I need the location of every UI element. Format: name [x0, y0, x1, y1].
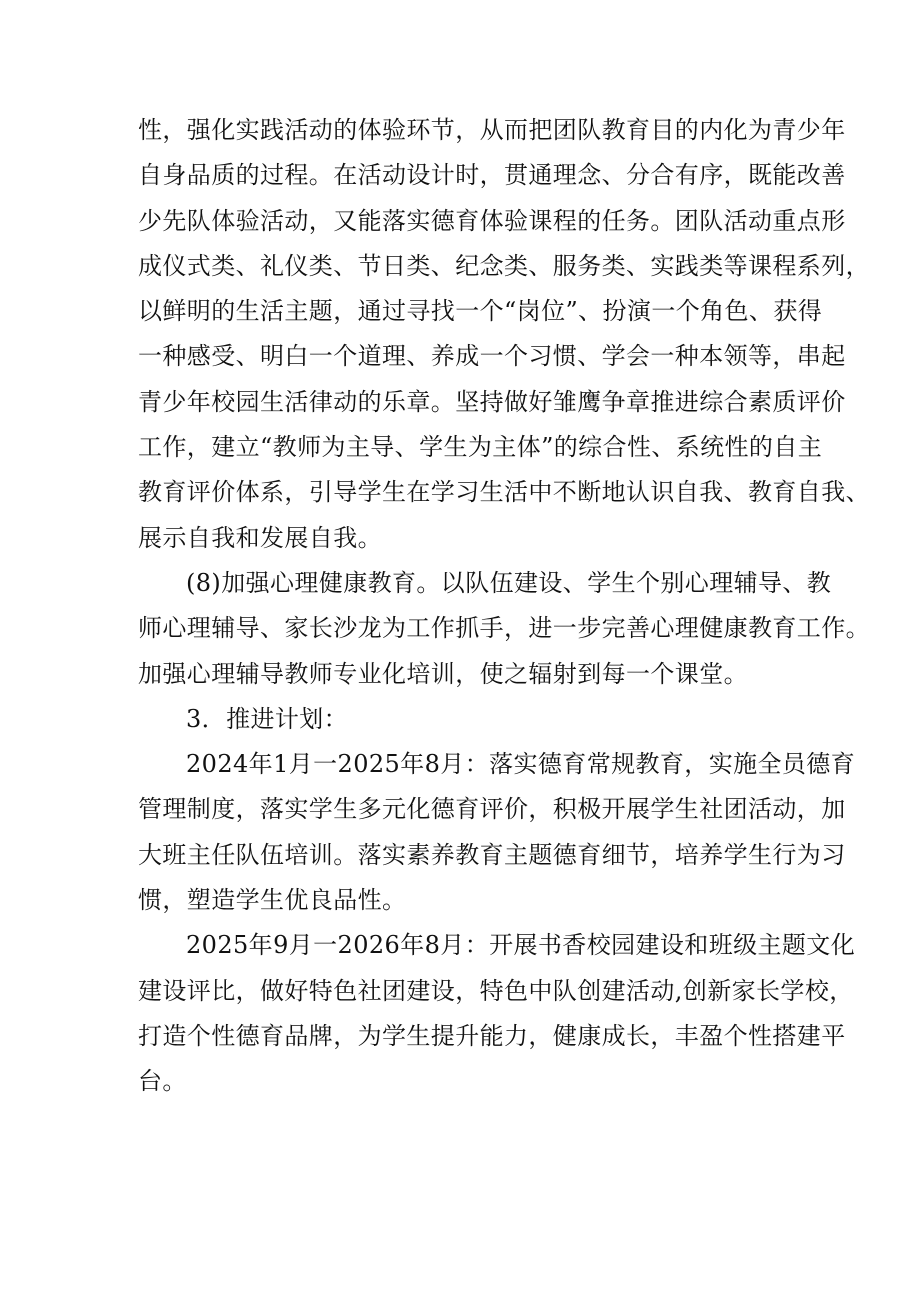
text-line: 建设评比，做好特色社团建设，特色中队创建活动,创新家长学校， — [138, 976, 854, 1005]
text-line: 2024年1月一2025年8月：落实德育常规教育，实施全员德育 — [186, 750, 856, 779]
paragraph-plan-2025-2026 — [138, 923, 856, 1104]
text-line: 性，强化实践活动的体验环节，从而把团队教育目的内化为青少年 — [138, 116, 846, 144]
text-line: 展示自我和发展自我。 — [138, 523, 382, 552]
text-line: 自身品质的过程。在活动设计时，贯通理念、分合有序，既能改善 — [138, 161, 846, 190]
text-line: 青少年校园生活律动的乐章。坚持做好雏鹰争章推进综合素质评价 — [138, 387, 846, 416]
text-line: 师心理辅导、家长沙龙为工作抓手，进一步完善心理健康教育工作。 — [138, 614, 870, 643]
text-line: 成仪式类、礼仪类、节日类、纪念类、服务类、实践类等课程系列， — [138, 251, 870, 280]
text-line: 打造个性德育品牌，为学生提升能力，健康成长，丰盈个性搭建平 — [138, 1021, 846, 1050]
text-line: 以鲜明的生活主题，通过寻找一个“岗位”、扮演一个角色、获得 — [138, 297, 823, 326]
text-line: 工作，建立“教师为主导、学生为主体”的综合性、系统性的自主 — [138, 433, 823, 462]
text-line: 管理制度，落实学生多元化德育评价，积极开展学生社团活动，加 — [138, 795, 846, 824]
text-line: 惯，塑造学生优良品性。 — [138, 886, 407, 915]
document-page — [138, 108, 870, 1105]
paragraph-mental-health — [138, 561, 870, 697]
text-line: (8)加强心理健康教育。以队伍建设、学生个别心理辅导、教 — [186, 568, 832, 597]
text-line: 2025年9月一2026年8月：开展书香校园建设和班级主题文化 — [186, 931, 856, 960]
text-line: 少先队体验活动，又能落实德育体验课程的任务。团队活动重点形 — [138, 206, 846, 235]
section-heading — [138, 697, 808, 742]
text-line: 台。 — [138, 1067, 187, 1096]
paragraph-practice-activities — [138, 108, 870, 561]
text-line: 加强心理辅导教师专业化培训，使之辐射到每一个课堂。 — [138, 659, 748, 688]
text-line: 一种感受、明白一个道理、养成一个习惯、学会一种本领等，串起 — [138, 342, 846, 371]
text-line: 大班主任队伍培训。落实素养教育主题德育细节，培养学生行为习 — [138, 840, 846, 869]
text-line: 教育评价体系，引导学生在学习生活中不断地认识自我、教育自我、 — [138, 478, 870, 507]
section-heading-text: 3．推进计划： — [186, 704, 349, 733]
paragraph-plan-2024-2025 — [138, 742, 856, 923]
